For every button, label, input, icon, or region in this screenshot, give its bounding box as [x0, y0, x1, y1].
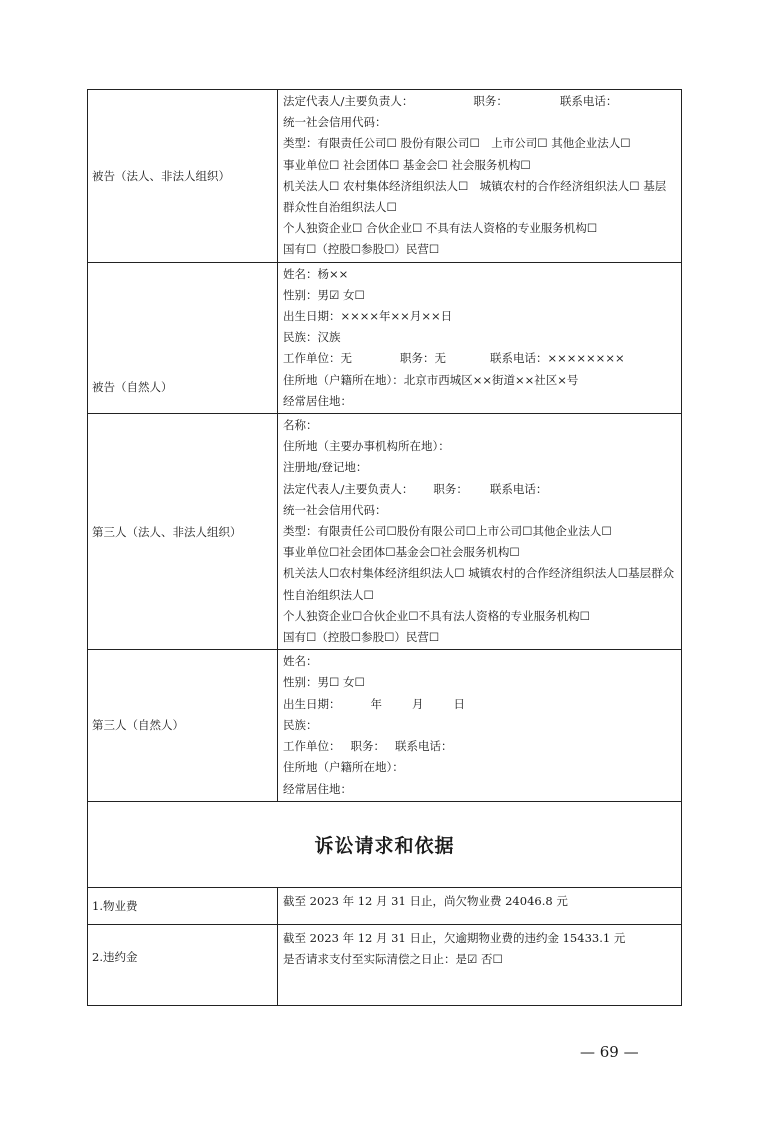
third-person-birth-label: 出生日期： — [283, 696, 341, 711]
third-person-residence: 经常居住地： — [283, 781, 352, 796]
third-person-phone: 联系电话： — [395, 739, 453, 754]
page-number: — 69 — — [580, 1043, 639, 1061]
defendant-person-work-line — [283, 348, 677, 369]
third-org-type-line1: 类型：有限责任公司☐股份有限公司☐上市公司☐其他企业法人☐ — [283, 524, 612, 539]
defendant-org-type-line1: 类型：有限责任公司☐ 股份有限公司☐ 上市公司☐ 其他企业法人☐ — [283, 136, 631, 151]
third-org-phone: 联系电话： — [489, 481, 548, 496]
complaint-form-table — [87, 89, 682, 1006]
defendant-person-residence: 经常居住地： — [283, 393, 352, 408]
third-org-type-line5: 国有☐（控股☐参股☐）民营☐ — [283, 630, 440, 645]
defendant-org-credit-code: 统一社会信用代码： — [283, 115, 387, 130]
defendant-person-content — [278, 262, 682, 413]
third-person-domicile: 住所地（户籍所在地）： — [283, 760, 404, 775]
claim-2-line-1: 截至 2023 年 12 月 31 日止，欠逾期物业费的违约金 15433.1 元 — [283, 930, 626, 945]
defendant-person-phone: 联系电话：×××××××× — [490, 351, 625, 366]
defendant-person-label: 被告（自然人） — [88, 262, 278, 413]
defendant-org-type-line4: 个人独资企业☐ 合伙企业☐ 不具有法人资格的专业服务机构☐ — [283, 221, 598, 236]
defendant-person-domicile: 住所地（户籍所在地）：北京市西城区××街道××社区×号 — [283, 372, 579, 387]
defendant-person-birth: 出生日期：××××年××月××日 — [283, 309, 453, 324]
claim-row — [88, 887, 682, 924]
defendant-org-position: 职务： — [473, 94, 508, 108]
third-org-type-line4: 个人独资企业☐合伙企业☐不具有法人资格的专业服务机构☐ — [283, 608, 590, 623]
third-org-domicile: 住所地（主要办事机构所在地）： — [283, 439, 450, 454]
section-title: 诉讼请求和依据 — [88, 801, 682, 887]
third-org-registered: 注册地/登记地： — [283, 460, 368, 475]
defendant-person-name: 姓名：杨×× — [283, 266, 349, 281]
defendant-person-row — [88, 262, 682, 413]
defendant-org-type-line5: 国有☐（控股☐参股☐）民营☐ — [283, 242, 440, 257]
third-org-name: 名称： — [283, 418, 318, 433]
claim-1-content — [278, 887, 682, 924]
third-org-legal-rep: 法定代表人/主要负责人： — [283, 481, 414, 496]
defendant-org-label: 被告（法人、非法人组织） — [88, 90, 278, 263]
defendant-person-gender: 性别：男☑ 女☐ — [283, 287, 365, 302]
defendant-person-work-unit: 工作单位：无 — [283, 351, 352, 366]
third-org-label: 第三人（法人、非法人组织） — [88, 414, 278, 650]
defendant-org-type-line2: 事业单位☐ 社会团体☐ 基金会☐ 社会服务机构☐ — [283, 157, 531, 172]
third-person-birth-year: 年 — [370, 696, 382, 711]
third-person-row — [88, 650, 682, 801]
third-person-gender: 性别：男☐ 女☐ — [283, 675, 365, 690]
defendant-org-phone: 联系电话： — [559, 94, 618, 108]
defendant-org-rep-line — [283, 91, 677, 112]
defendant-org-row — [88, 90, 682, 263]
third-person-birth-day: 日 — [453, 696, 465, 711]
third-org-row — [88, 414, 682, 650]
claim-row — [88, 924, 682, 1005]
claim-2-content — [278, 924, 682, 1005]
third-org-position: 职务： — [433, 481, 468, 496]
third-org-rep-line — [283, 479, 677, 500]
third-person-ethnicity: 民族： — [283, 717, 318, 732]
third-person-content — [278, 650, 682, 801]
third-person-birth-line — [283, 694, 677, 715]
third-org-credit-code: 统一社会信用代码： — [283, 502, 387, 517]
defendant-person-position: 职务：无 — [400, 351, 446, 366]
claim-2-line-2: 是否请求支付至实际清偿之日止：是☑ 否☐ — [283, 951, 503, 966]
third-person-work-unit: 工作单位： — [283, 739, 341, 754]
third-person-name: 姓名： — [283, 654, 318, 669]
third-person-birth-month: 月 — [412, 696, 424, 711]
defendant-org-legal-rep: 法定代表人/主要负责人： — [283, 94, 414, 108]
third-person-position: 职务： — [350, 739, 385, 754]
defendant-org-content — [278, 90, 682, 263]
third-org-content — [278, 414, 682, 650]
defendant-org-type-line3: 机关法人☐ 农村集体经济组织法人☐ 城镇农村的合作经济组织法人☐ 基层群众性自治组织法人☐ — [283, 178, 667, 215]
third-org-type-line3: 机关法人☐农村集体经济组织法人☐ 城镇农村的合作经济组织法人☐基层群众性自治组织法人☐ — [283, 566, 675, 602]
claim-1-label: 1.物业费 — [88, 887, 278, 924]
section-title-row — [88, 801, 682, 887]
defendant-person-ethnicity: 民族：汉族 — [283, 330, 341, 345]
claim-1-line-1: 截至 2023 年 12 月 31 日止，尚欠物业费 24046.8 元 — [283, 893, 568, 908]
third-org-type-line2: 事业单位☐社会团体☐基金会☐社会服务机构☐ — [283, 545, 520, 560]
third-person-label: 第三人（自然人） — [88, 650, 278, 801]
third-person-work-line — [283, 736, 677, 757]
claim-2-label: 2.违约金 — [88, 924, 278, 1005]
